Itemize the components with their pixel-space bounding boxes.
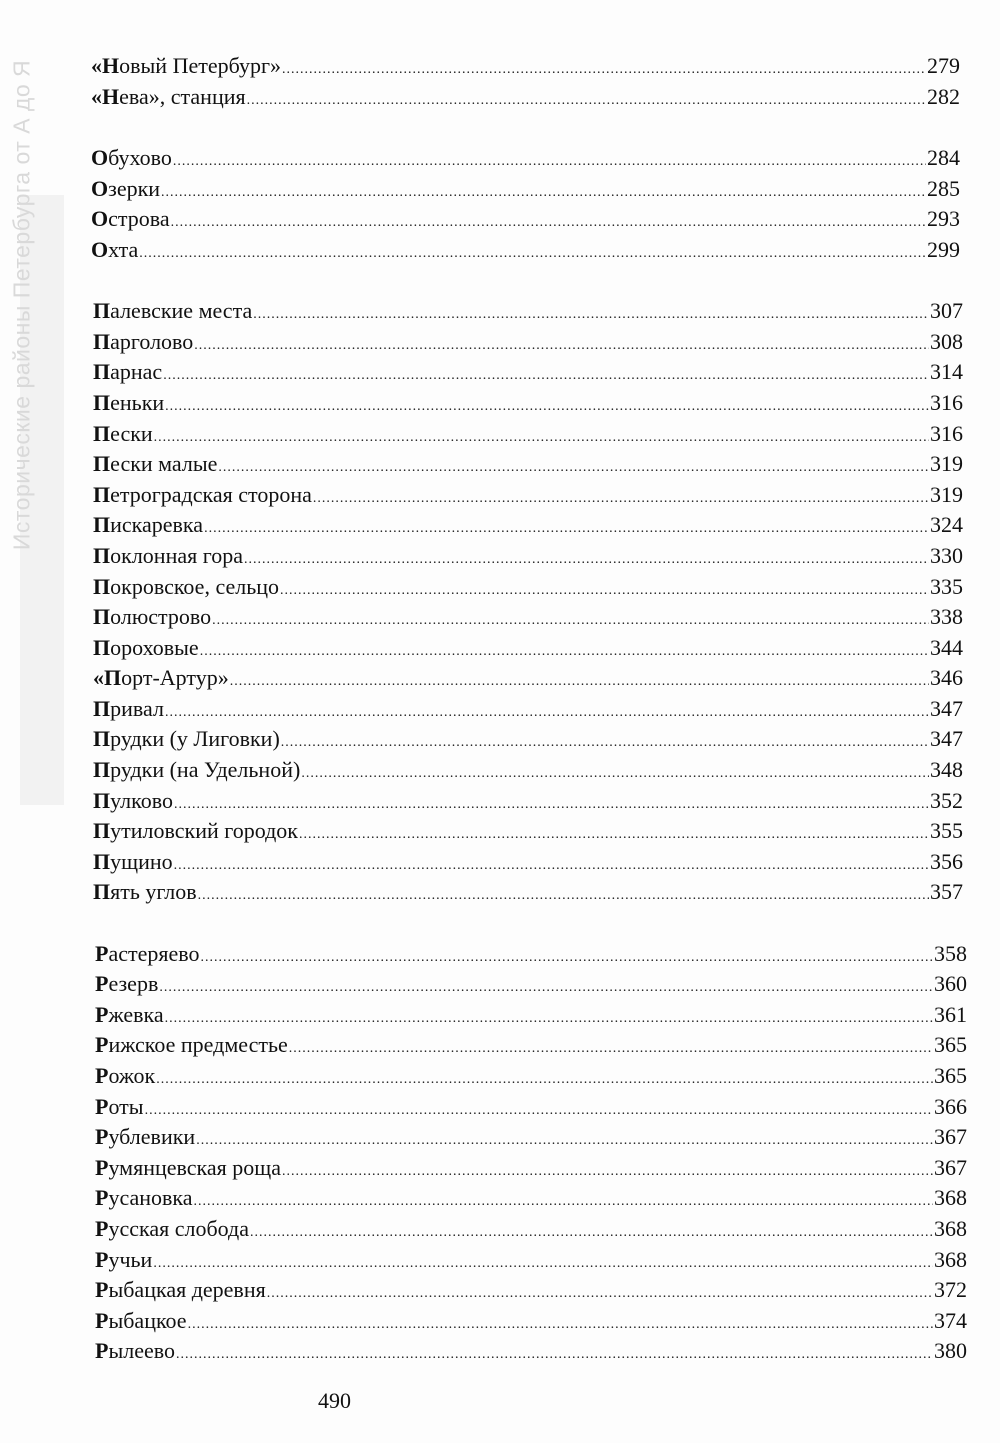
toc-entry-page: 346 bbox=[930, 665, 963, 690]
toc-entry bbox=[95, 1214, 967, 1244]
toc-entry-title: Резерв bbox=[95, 971, 159, 996]
toc-entry-title: Полюстрово bbox=[93, 604, 212, 629]
toc-entry-page: 374 bbox=[934, 1308, 967, 1333]
toc-entry-page: 367 bbox=[934, 1124, 967, 1149]
toc-entry-page: 335 bbox=[930, 574, 963, 599]
toc-entry-page: 284 bbox=[927, 145, 960, 170]
toc-entry-page: 352 bbox=[930, 788, 963, 813]
toc-entry-page: 357 bbox=[930, 879, 963, 904]
toc-entry bbox=[95, 1000, 967, 1030]
toc-entry bbox=[93, 480, 963, 510]
toc-entry-title: Пески малые bbox=[93, 451, 218, 476]
toc-entry-title: «Новый Петербург» bbox=[91, 53, 281, 78]
toc-entry-page: 338 bbox=[930, 604, 963, 629]
toc-entry-title: Пискаревка bbox=[93, 512, 204, 537]
toc-entry-title: Ручьи bbox=[95, 1247, 153, 1272]
toc-entry bbox=[93, 572, 963, 602]
toc-entry bbox=[93, 388, 963, 418]
toc-entry-page: 293 bbox=[927, 206, 960, 231]
toc-entry-title: Острова bbox=[91, 206, 170, 231]
toc-entry bbox=[95, 1153, 967, 1183]
toc-entry-leader bbox=[267, 1279, 933, 1309]
toc-entry bbox=[95, 1336, 967, 1366]
toc-entry-title: Русская слобода bbox=[95, 1216, 249, 1241]
toc-entry bbox=[95, 1092, 967, 1122]
toc-entry-leader bbox=[250, 1218, 933, 1248]
toc-entry bbox=[93, 296, 963, 326]
toc-entry-title: Озерки bbox=[91, 176, 161, 201]
toc-entry-leader bbox=[139, 239, 926, 269]
toc-entry-page: 360 bbox=[934, 971, 967, 996]
side-running-title-text: Исторические районы Петербурга от А до Я bbox=[8, 59, 35, 551]
toc-entry bbox=[93, 724, 963, 754]
toc-entry-title: Прудки (на Удельной) bbox=[93, 757, 301, 782]
toc-entry-title: Парголово bbox=[93, 329, 194, 354]
toc-entry-page: 380 bbox=[934, 1338, 967, 1363]
toc-entry-page: 308 bbox=[930, 329, 963, 354]
toc-entry-page: 347 bbox=[930, 726, 963, 751]
toc-entry-title: Русановка bbox=[95, 1185, 193, 1210]
toc-entry-leader bbox=[194, 1187, 933, 1217]
toc-entry-title: Пеньки bbox=[93, 390, 165, 415]
toc-entry-page: 368 bbox=[934, 1247, 967, 1272]
toc-entry bbox=[95, 939, 967, 969]
toc-entry-title: Привал bbox=[93, 696, 164, 721]
toc-entry-leader bbox=[301, 759, 929, 789]
toc-entry bbox=[93, 816, 963, 846]
toc-entry bbox=[93, 449, 963, 479]
toc-entry-page: 368 bbox=[934, 1185, 967, 1210]
toc-entry bbox=[93, 694, 963, 724]
toc-entry-page: 372 bbox=[934, 1277, 967, 1302]
toc-entry-title: Покровское, сельцо bbox=[93, 574, 280, 599]
toc-entry bbox=[93, 663, 963, 693]
toc-entry bbox=[95, 969, 967, 999]
toc-entry-title: Рыбацкая деревня bbox=[95, 1277, 266, 1302]
toc-entry-title: Рыбацкое bbox=[95, 1308, 187, 1333]
toc-entry bbox=[91, 204, 960, 234]
toc-entry-title: Охта bbox=[91, 237, 139, 262]
toc-entry-page: 368 bbox=[934, 1216, 967, 1241]
toc-entry-page: 347 bbox=[930, 696, 963, 721]
toc-entry-leader bbox=[299, 820, 929, 850]
toc-entry-title: Рублевики bbox=[95, 1124, 196, 1149]
toc-entry-page: 285 bbox=[927, 176, 960, 201]
toc-entry-page: 344 bbox=[930, 635, 963, 660]
toc-entry-title: Пять углов bbox=[93, 879, 197, 904]
toc-entry-leader bbox=[196, 1126, 933, 1156]
toc-entry bbox=[93, 847, 963, 877]
toc-entry-leader bbox=[244, 545, 929, 575]
toc-entry-title: Парнас bbox=[93, 359, 163, 384]
toc-entry-leader bbox=[282, 55, 926, 85]
toc-entry-page: 279 bbox=[927, 53, 960, 78]
toc-entry-page: 366 bbox=[934, 1094, 967, 1119]
toc-entry-page: 367 bbox=[934, 1155, 967, 1180]
toc-entry-title: Рижское предместье bbox=[95, 1032, 288, 1057]
toc-entry-page: 356 bbox=[930, 849, 963, 874]
toc-entry-page: 365 bbox=[934, 1063, 967, 1088]
toc-entry bbox=[95, 1183, 967, 1213]
toc-entry bbox=[91, 235, 960, 265]
toc-entry-leader bbox=[281, 728, 929, 758]
toc-entry-title: Растеряево bbox=[95, 941, 200, 966]
toc-entry-page: 299 bbox=[927, 237, 960, 262]
toc-entry-leader bbox=[163, 361, 929, 391]
toc-entry-page: 307 bbox=[930, 298, 963, 323]
toc-entry bbox=[93, 357, 963, 387]
toc-entry-leader bbox=[176, 1340, 933, 1370]
toc-entry-title: Пущино bbox=[93, 849, 173, 874]
toc-entry-leader bbox=[247, 86, 926, 116]
toc-entry bbox=[91, 143, 960, 173]
toc-entry-title: Роты bbox=[95, 1094, 144, 1119]
toc-entry-leader bbox=[156, 1065, 933, 1095]
toc-entry-title: Прудки (у Лиговки) bbox=[93, 726, 280, 751]
toc-entry-leader bbox=[289, 1034, 933, 1064]
toc-entry-title: Пески bbox=[93, 421, 153, 446]
toc-entry bbox=[91, 174, 960, 204]
toc-entry bbox=[93, 786, 963, 816]
toc-entry-page: 330 bbox=[930, 543, 963, 568]
toc-entry-title: Ржевка bbox=[95, 1002, 164, 1027]
toc-entry-page: 348 bbox=[930, 757, 963, 782]
toc-entry-leader bbox=[212, 606, 929, 636]
toc-entry-title: Рожок bbox=[95, 1063, 156, 1088]
toc-entry bbox=[95, 1061, 967, 1091]
toc-entry bbox=[93, 755, 963, 785]
toc-entry-title: Путиловский городок bbox=[93, 818, 298, 843]
toc-entry-leader bbox=[171, 208, 926, 238]
toc-entry-page: 316 bbox=[930, 390, 963, 415]
toc-entry-title: Пороховые bbox=[93, 635, 199, 660]
toc-entry-leader bbox=[159, 973, 933, 1003]
toc-entry bbox=[95, 1306, 967, 1336]
toc-entry bbox=[93, 327, 963, 357]
toc-entry-leader bbox=[218, 453, 929, 483]
toc-entry bbox=[91, 51, 960, 81]
toc-entry-title: «Нева», станция bbox=[91, 84, 246, 109]
toc-entry-page: 324 bbox=[930, 512, 963, 537]
toc-entry-title: Обухово bbox=[91, 145, 172, 170]
toc-entry-page: 316 bbox=[930, 421, 963, 446]
toc-entry bbox=[93, 541, 963, 571]
toc-entry-page: 355 bbox=[930, 818, 963, 843]
toc-entry-title: «Порт-Артур» bbox=[93, 665, 229, 690]
toc-entry-page: 365 bbox=[934, 1032, 967, 1057]
toc-entry-page: 361 bbox=[934, 1002, 967, 1027]
toc-entry-page: 358 bbox=[934, 941, 967, 966]
toc-entry bbox=[93, 877, 963, 907]
toc-entry bbox=[95, 1245, 967, 1275]
toc-entry bbox=[95, 1275, 967, 1305]
toc-entry-title: Пулково bbox=[93, 788, 173, 813]
toc-entry-page: 319 bbox=[930, 451, 963, 476]
toc-entry bbox=[93, 510, 963, 540]
toc-entry bbox=[93, 419, 963, 449]
toc-entry-title: Петроградская сторона bbox=[93, 482, 312, 507]
toc-entry-page: 282 bbox=[927, 84, 960, 109]
toc-entry bbox=[95, 1122, 967, 1152]
toc-entry-leader bbox=[230, 667, 929, 697]
toc-entry-leader bbox=[253, 300, 929, 330]
page-number: 490 bbox=[318, 1388, 351, 1413]
toc-entry bbox=[93, 633, 963, 663]
toc-entry-leader bbox=[173, 147, 926, 177]
toc-entry-leader bbox=[204, 514, 929, 544]
toc-entry bbox=[93, 602, 963, 632]
toc-entry-page: 314 bbox=[930, 359, 963, 384]
toc-entry-page: 319 bbox=[930, 482, 963, 507]
toc-entry-title: Рылеево bbox=[95, 1338, 175, 1363]
toc-entry-leader bbox=[165, 392, 929, 422]
toc-entry-title: Палевские места bbox=[93, 298, 253, 323]
toc-entry bbox=[95, 1030, 967, 1060]
toc-entry-title: Румянцевская роща bbox=[95, 1155, 281, 1180]
toc-entry-leader bbox=[198, 881, 929, 911]
toc-entry bbox=[91, 82, 960, 112]
toc-entry-title: Поклонная гора bbox=[93, 543, 243, 568]
